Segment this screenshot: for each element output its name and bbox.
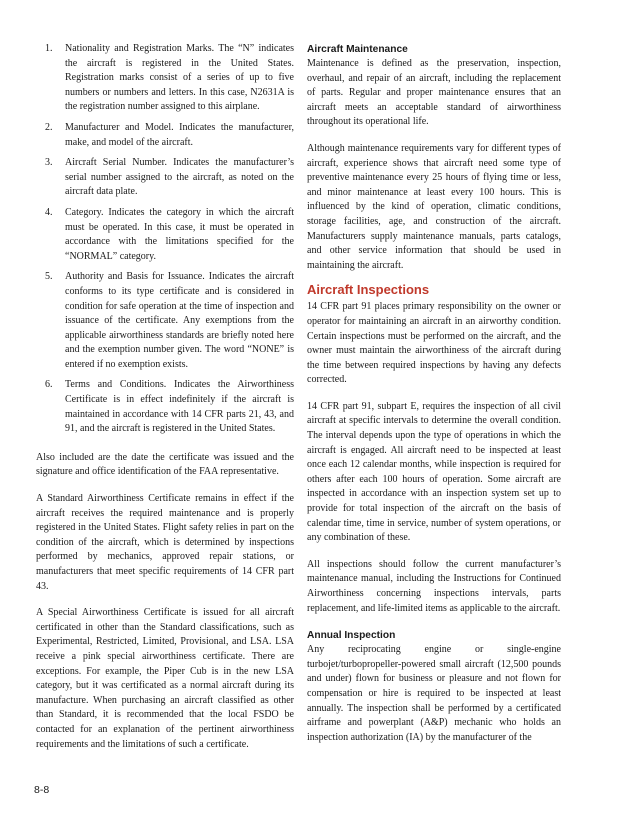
inspections-heading: Aircraft Inspections xyxy=(307,282,430,298)
list-item-number: 4. xyxy=(45,206,53,218)
page-number: 8-8 xyxy=(34,784,50,796)
list-item xyxy=(36,270,294,372)
list-item-number: 6. xyxy=(45,379,53,391)
maintenance-definition-paragraph: Maintenance is defined as the preservation, inspection, overhaul, and repair of an aircraft, including the replacement of parts. Regular and proper maintenance ensures that an aircraft meets an acceptable standard of airworthiness throughout its operational life. xyxy=(307,58,561,128)
inspections-responsibility-paragraph: 14 CFR part 91 places primary responsibility on the owner or operator for maintaining an aircraft in an airworthy condition. Certain inspections must be performed on the aircraft, and the owner must maintain the airworthiness of the aircraft during the time between required inspections by having any defects corrected. xyxy=(307,301,561,386)
list-item-text: Aircraft Serial Number. Indicates the manufacturer’s serial number assigned to the aircraft, as noted on the aircraft data plate. xyxy=(65,157,294,198)
special-certificate-paragraph: A Special Airworthiness Certificate is issued for all aircraft certificated in other than the Standard classifications, such as Experimental, Restricted, Limited, Provisional, and LSA. LSA receive a pink special airworthiness certificate. There are exceptions. For example, the Piper Cub is in the new LSA category, but it was certificated as a normal aircraft during its manufacture. When purchasing an aircraft classified as other than Standard, it is recommended that the local FSDO be contacted for an explanation of the pertinent airworthiness requirements and the limitations of such a certificate. xyxy=(36,607,294,750)
list-item-number: 5. xyxy=(45,271,53,283)
list-item xyxy=(36,378,294,436)
certificate-items-list xyxy=(36,42,294,437)
inspections-interval-paragraph: 14 CFR part 91, subpart E, requires the inspection of all civil aircraft at specific intervals to determine the overall condition. The interval depends upon the type of operations in which the aircraft is engaged. All aircraft need to be inspected at least once each 12 calendar months, while inspection is required for others after each 100 hours of operation. Some aircraft are inspected in accordance with an inspection system set up to provide for total inspection of the aircraft on the basis of calendar time, time in service, number of system operations, or any combination of these. xyxy=(307,400,561,544)
list-item-number: 2. xyxy=(45,121,53,133)
left-column xyxy=(36,42,294,752)
list-item-text: Authority and Basis for Issuance. Indicates the aircraft conforms to its type certificate and is considered in condition for safe operation at the time of inspection and issuance of the certificate. Any exemptions from the applicable airworthiness standards are briefly noted here and the exemption number given. The word “NONE” is entered if no exemption exists. xyxy=(65,271,294,370)
annual-inspection-paragraph: Any reciprocating engine or single-engine turbojet/turbopropeller-powered small aircraft (12,500 pounds and under) flown for business or pleasure and not flown for compensation or hire is required to be inspected at least annually. The inspection shall be performed by a certificated airframe and powerplant (A&P) mechanic who holds an inspection authorization (IA) by the manufacturer of the xyxy=(307,644,561,743)
annual-inspection-heading: Annual Inspection xyxy=(307,630,396,642)
inspections-manual-paragraph: All inspections should follow the current manufacturer’s maintenance manual, including the Instructions for Continued Airworthiness concerning inspections intervals, parts replacement, and life-limited items as applicable to the aircraft. xyxy=(307,558,561,614)
certificate-date-paragraph: Also included are the date the certificate was issued and the signature and office identification of the FAA representative. xyxy=(36,451,294,478)
list-item xyxy=(36,206,294,264)
list-item xyxy=(36,121,294,150)
list-item-text: Terms and Conditions. Indicates the Airworthiness Certificate is in effect indefinitely if the aircraft is maintained in accordance with 14 CFR parts 21, 43, and 91, and the aircraft is registered in the United States. xyxy=(65,379,294,435)
list-item-text: Nationality and Registration Marks. The “N” indicates the aircraft is registered in the United States. Registration marks consist of a series of up to five numbers or numbers and letters. In this case, N2631A is the registration number assigned to this airplane. xyxy=(65,43,294,113)
list-item xyxy=(36,156,294,200)
list-item xyxy=(36,42,294,115)
list-item-number: 1. xyxy=(45,43,53,54)
list-item-text: Manufacturer and Model. Indicates the manufacturer, make, and model of the aircraft. xyxy=(65,121,294,148)
list-item-number: 3. xyxy=(45,157,53,169)
list-item-text: Category. Indicates the category in which the aircraft must be operated. In this case, it must be operated in accordance with the limitations specified for the “NORMAL” category. xyxy=(65,206,294,262)
maintenance-heading: Aircraft Maintenance xyxy=(307,44,408,55)
right-column xyxy=(307,42,561,745)
maintenance-requirements-paragraph: Although maintenance requirements vary for different types of aircraft, experience shows that aircraft need some type of preventive maintenance every 25 hours of flying time or less, and minor maintenance at least every 100 hours. This is influenced by the kind of operation, climatic conditions, storage facilities, age, and construction of the aircraft. Manufacturers supply maintenance manuals, parts catalogs, and other service information that should be used in maintaining the aircraft. xyxy=(307,142,561,271)
standard-certificate-paragraph: A Standard Airworthiness Certificate remains in effect if the aircraft receives the required maintenance and is properly registered in the United States. Flight safety relies in part on the condition of the aircraft, which is determined by inspections performed by mechanics, approved repair stations, or manufacturers that meet specific requirements of 14 CFR part 43. xyxy=(36,493,294,592)
